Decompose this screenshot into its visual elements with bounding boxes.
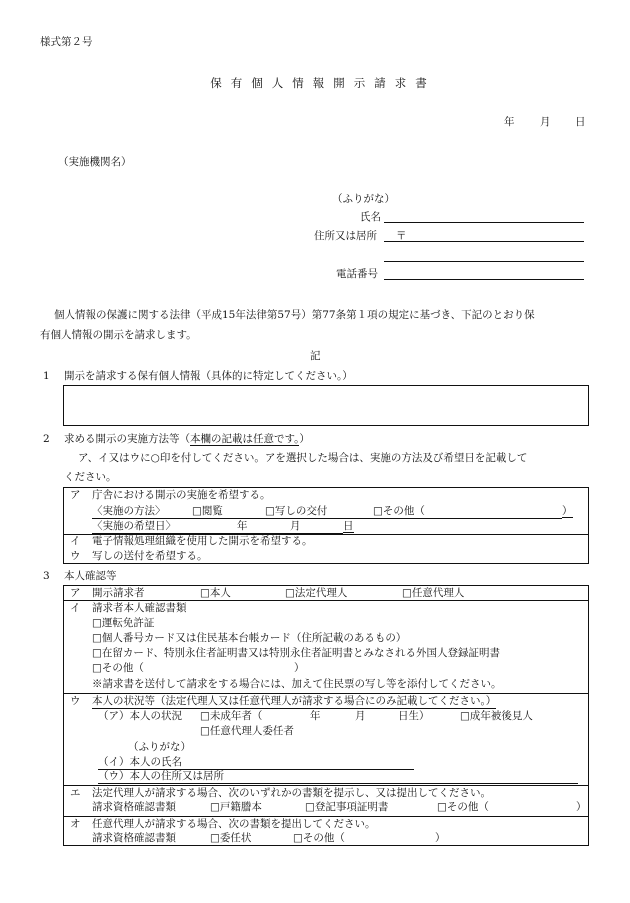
sec2-a-text: 庁舎における開示の実施を希望する。 [92,489,271,501]
sec3-e-opt-other[interactable]: □その他（ [437,801,489,813]
sec3-a-opt-self[interactable]: □本人 [200,587,231,599]
sec3-a-opt-voluntary[interactable]: □任意代理人 [402,587,465,599]
requester-address-field-2[interactable] [384,250,584,262]
sec2-opt-other-close: ） [562,505,573,517]
sec3-title: 本人確認等 [64,570,117,582]
form-number: 様式第２号 [40,36,93,48]
sec2-date-day[interactable]: 日 [343,520,354,532]
sec3-u-title [92,695,496,709]
sec3-divider-3 [63,785,589,786]
sec3-a-label: ア [70,587,81,599]
sec2-method-row [92,505,573,519]
sec3-o-label: オ [70,818,81,830]
sec3-u-year: 年 [310,710,321,722]
sec1-title: 開示を請求する保有個人情報（具体的に特定してください。） [64,370,353,382]
sec2-i-text: 電子情報処理組織を使用した開示を希望する。 [92,535,313,547]
requester-phone-field[interactable] [384,268,584,280]
sec2-opt-other[interactable]: □その他（ [373,505,562,519]
sec3-u-status: （ア）本人の状況 [98,710,182,722]
sec3-divider-1 [63,600,589,601]
sec3-i-opt-other-close: ） [294,662,305,674]
sec3-u-name-field[interactable] [98,756,414,770]
sec3-e-opt-registry[interactable]: □登記事項証明書 [305,801,389,813]
requester-phone-label: 電話番号 [336,268,378,280]
sec3-i-note: ※請求書を送付して請求をする場合には、加えて住民票の写し等を添付してください。 [92,678,502,690]
sec2-title-optional: 本欄の記載は任意です。 [190,433,300,445]
sec3-i-label: イ [70,602,81,614]
sec3-a-text: 開示請求者 [92,587,145,599]
requester-address-field[interactable] [384,230,584,242]
sec2-desc-1: ア、イ又はウに○印を付してください。アを選択した場合は、実施の方法及び希望日を記載して [78,452,528,464]
sec3-e-opt-other-close: ） [576,801,587,813]
sec3-i-text: 請求者本人確認書類 [92,602,187,614]
sec3-e-text: 法定代理人が請求する場合、次のいずれかの書類を提示し、又は提出してください。 [92,787,491,799]
sec2-date-month[interactable]: 月 [290,520,343,534]
sec2-desc-2: ください。 [64,471,117,483]
sec2-date-label: 〈実施の希望日〉 [92,520,237,534]
sec1-num: 1 [43,370,50,382]
agency-label: （実施機関名） [58,156,132,168]
ki-label: 記 [310,350,321,362]
sec2-num: 2 [43,433,50,445]
sec2-title [64,433,310,446]
sec3-i-opt-other[interactable]: □その他（ [92,662,144,674]
sec2-a-label: ア [70,489,81,501]
sec3-u-label: ウ [70,695,81,707]
sec2-date-year[interactable]: 年 [237,520,290,534]
postal-mark: 〒 [396,230,407,242]
requester-name-label: 氏名 [360,211,381,223]
sec3-u-title-a: 本人の状況等 [92,695,155,707]
sec3-i-opt-license[interactable]: □運転免許証 [92,617,155,629]
sec1-input-box[interactable] [63,385,589,426]
sec2-date-row [92,520,354,534]
date-month: 月 [540,116,551,128]
sec2-u-text: 写しの送付を希望する。 [92,550,208,562]
requester-address-label: 住所又は居所 [314,230,377,242]
sec2-u-label: ウ [70,550,81,562]
sec3-o-opt-poa[interactable]: □委任状 [210,832,252,844]
requester-furigana: （ふりがな） [332,193,395,205]
sec3-divider-4 [63,816,589,817]
sec3-o-docs: 請求資格確認書類 [92,832,176,844]
sec3-u-title-b: （法定代理人又は任意代理人が請求する場合にのみ記載してください。） [155,695,497,707]
intro-line-2: 有個人情報の開示を請求します。 [40,329,197,341]
sec3-u-minor[interactable]: □未成年者（ [200,710,263,722]
sec3-e-label: エ [70,787,81,799]
sec3-u-birth: 日生） [398,710,430,722]
requester-name-field[interactable] [384,211,584,223]
sec3-divider-2 [63,693,589,694]
sec3-i-opt-residence[interactable]: □在留カード、特別永住者証明書又は特別永住者証明書とみなされる外国人登録証明書 [92,647,500,659]
sec3-e-docs: 請求資格確認書類 [92,801,176,813]
intro-line-1: 個人情報の保護に関する法律（平成15年法律第57号）第77条第１項の規定に基づき、下記のとおり保 [54,309,535,321]
sec2-title-a: 求める開示の実施方法等（ [64,433,190,445]
sec2-opt-view[interactable]: □閲覧 [192,505,265,519]
sec3-u-address-field[interactable] [98,770,578,784]
sec2-opt-copy[interactable]: □写しの交付 [265,505,373,519]
sec3-o-opt-other[interactable]: □その他（ [293,832,345,844]
page-title: 保有個人情報開示請求書 [210,76,436,90]
sec3-u-month: 月 [355,710,366,722]
sec3-num: 3 [43,570,50,582]
sec2-method-label: 〈実施の方法〉 [92,505,192,519]
sec2-title-c: ） [299,433,310,445]
sec3-o-opt-other-close: ） [435,832,446,844]
sec3-u-agent[interactable]: □任意代理人委任者 [200,725,294,737]
sec2-i-label: イ [70,535,81,547]
sec3-i-opt-mynumber[interactable]: □個人番号カード又は住民基本台帳カード（住所記載のあるもの） [92,632,407,644]
sec3-u-guardian[interactable]: □成年被後見人 [460,710,533,722]
sec3-u-name: （イ）本人の氏名 [98,756,182,768]
sec3-u-address: （ウ）本人の住所又は居所 [98,770,224,782]
date-year: 年 [504,116,515,128]
sec3-o-text: 任意代理人が請求する場合、次の書類を提出してください。 [92,818,376,830]
date-day: 日 [575,116,586,128]
sec3-a-opt-legal[interactable]: □法定代理人 [285,587,348,599]
sec3-u-furigana: （ふりがな） [128,741,191,753]
sec3-e-opt-koseki[interactable]: □戸籍謄本 [210,801,262,813]
